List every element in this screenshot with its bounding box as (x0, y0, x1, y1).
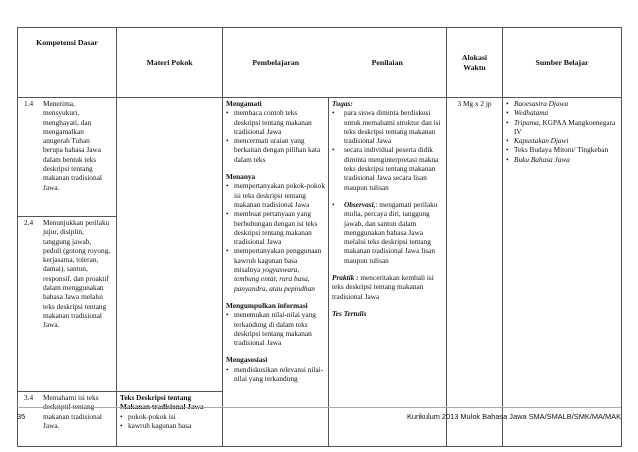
sumber-list (506, 99, 618, 164)
header-row (18, 28, 622, 98)
list-item: • para siswa diminta berdiskusi untuk memahami struktur dan isi teks deskripsi tentang makanan tradisional Jawa (332, 108, 443, 145)
list-item: • pokok-pokok isi (120, 412, 219, 421)
sumber-suffix: , KGPAA Mangkoenegara IV (514, 117, 616, 136)
list-item (506, 118, 618, 137)
observasi-list (332, 200, 443, 265)
menanya-list (226, 181, 325, 293)
kd-text: Menunjukkan perilaku jujur, disiplin, tanggung jawab, peduli (gotong royong, kerjasama, toleran, damai), santun, responsif, dan proaktif dalam menggunakan bahasa Jawa melalui teks deskripsi tentang makanan tradisional Jawa. (43, 218, 111, 330)
list-item: • mencermati uraian yang berkaitan dengan pilihan kata dalam teks (226, 136, 325, 164)
sumber-title: Tripama (514, 117, 539, 127)
list-item: • Teks Budaya Mitoni/ Tingkeban (506, 145, 618, 154)
pembelajaran-cell (223, 98, 329, 447)
header-penilaian: Penilaian (329, 28, 447, 98)
penilaian-cell (329, 98, 447, 447)
page-footer (17, 412, 621, 426)
syllabus-table (17, 27, 622, 447)
list-item: • kawruh kagunan basa (120, 421, 219, 430)
menanya-item3-italic: yogyaswara, tembung entar, rura basa, panyandra, atau pepindhan (234, 265, 315, 293)
menanya-item3-text: mempertanyakan penggunaan kawruh kagunan basa misalnya (234, 246, 322, 275)
list-item: • Wedhatama (506, 108, 618, 117)
mengamati-list (226, 108, 325, 164)
praktik-block (332, 273, 443, 301)
list-item: • mempertanyakan pokok-pokok isi teks deskripsi tentang makanan tradisional Jawa (226, 181, 325, 209)
footer-title: Kurikulum 2013 Mulok Bahasa Jawa SMA/SMALB/SMK/MA/MAK (407, 412, 621, 421)
list-item: • membaca contoh teks deskripsi tentang makanan tradisional Jawa (226, 108, 325, 136)
materi-empty-cell (117, 98, 223, 392)
tes-tertulis-label: Tes Tertulis (332, 308, 367, 318)
tugas-label: Tugas: (332, 99, 353, 108)
kd-text: Menerima, mensyukuri, menghayati, dan mengamalkan anugerah Tuhan berupa bahasa Jawa dalam bentuk teks deskripsi tentang makanan tradisional Jawa. (43, 99, 102, 192)
menanya-heading: Menanya (226, 172, 256, 182)
mengasosiasi-list (226, 365, 325, 384)
page-number: 35 (17, 412, 26, 421)
header-kompetensi-dasar: Kompetensi Dasar (18, 28, 117, 98)
praktik-label: Praktik : (332, 273, 359, 283)
materi-title: Teks Deskripsi tentang Makanan tradisional Jawa (120, 393, 204, 412)
list-item: • mendiskusikan relevansi nilai-nilai yang terkandung (226, 365, 325, 384)
praktik-text: menceritakan kembali isi teks deskripsi tentang makanan tradisional Jawa (332, 273, 434, 301)
mengumpulkan-heading: Mengumpulkan informasi (226, 300, 308, 310)
header-alokasi-waktu: Alokasi Waktu (447, 28, 503, 98)
kd-number: 3.4 (24, 393, 34, 402)
header-sumber-belajar: Sumber Belajar (503, 28, 622, 98)
observasi-label: Observasi, (344, 199, 376, 209)
kd-number: 1.4 (24, 99, 34, 108)
mengasosiasi-heading: Mengasosiasi (226, 355, 268, 365)
list-item: • Buku Bahasa Jawa (506, 155, 618, 164)
mengumpulkan-list (226, 310, 325, 347)
alokasi-cell: 3 Mg x 2 jp (447, 98, 503, 447)
mengamati-heading: Mengamati (226, 99, 262, 108)
header-pembelajaran: Pembelajaran (223, 28, 329, 98)
footer-divider (17, 407, 621, 408)
kd-number: 2.4 (24, 218, 34, 227)
observasi-text: : mengamati perilaku mulia, percaya diri, tanggung jawab, dan santun dalam menggunakan bahasa Jawa melalui teks deskripsi tentang makanan tradisional Jawa lisan maupun tulisan (344, 199, 438, 265)
list-item (226, 246, 325, 292)
sumber-cell (503, 98, 622, 447)
kd-cell-2-4 (18, 217, 117, 392)
header-materi-pokok: Materi Pokok (117, 28, 223, 98)
list-item: • membuat pertanyaan yang berhubungan dengan isi teks deskripsi tentang makanan tradisional Jawa (226, 209, 325, 246)
list-item: • menemukan nilai-nilai yang terkandung di dalam teks deskripsi tentang makanan tradisional Jawa (226, 310, 325, 347)
list-item (332, 200, 443, 265)
tugas-list (332, 108, 443, 192)
list-item: • Kapustakan Djawi (506, 136, 618, 145)
list-item: • Baoesastra Djawa (506, 99, 618, 108)
kd-row-1 (18, 98, 622, 217)
list-item: • secara individual peserta didik diminta menginterpretasi makna teks deskripsi tentang makanan tradisional Jawa secara lisan maupun tulisan (332, 145, 443, 191)
kd-text: Memahami isi teks deskriptif tentang makanan tradisional Jawa. (43, 393, 102, 430)
kd-cell-1-4 (18, 98, 117, 217)
